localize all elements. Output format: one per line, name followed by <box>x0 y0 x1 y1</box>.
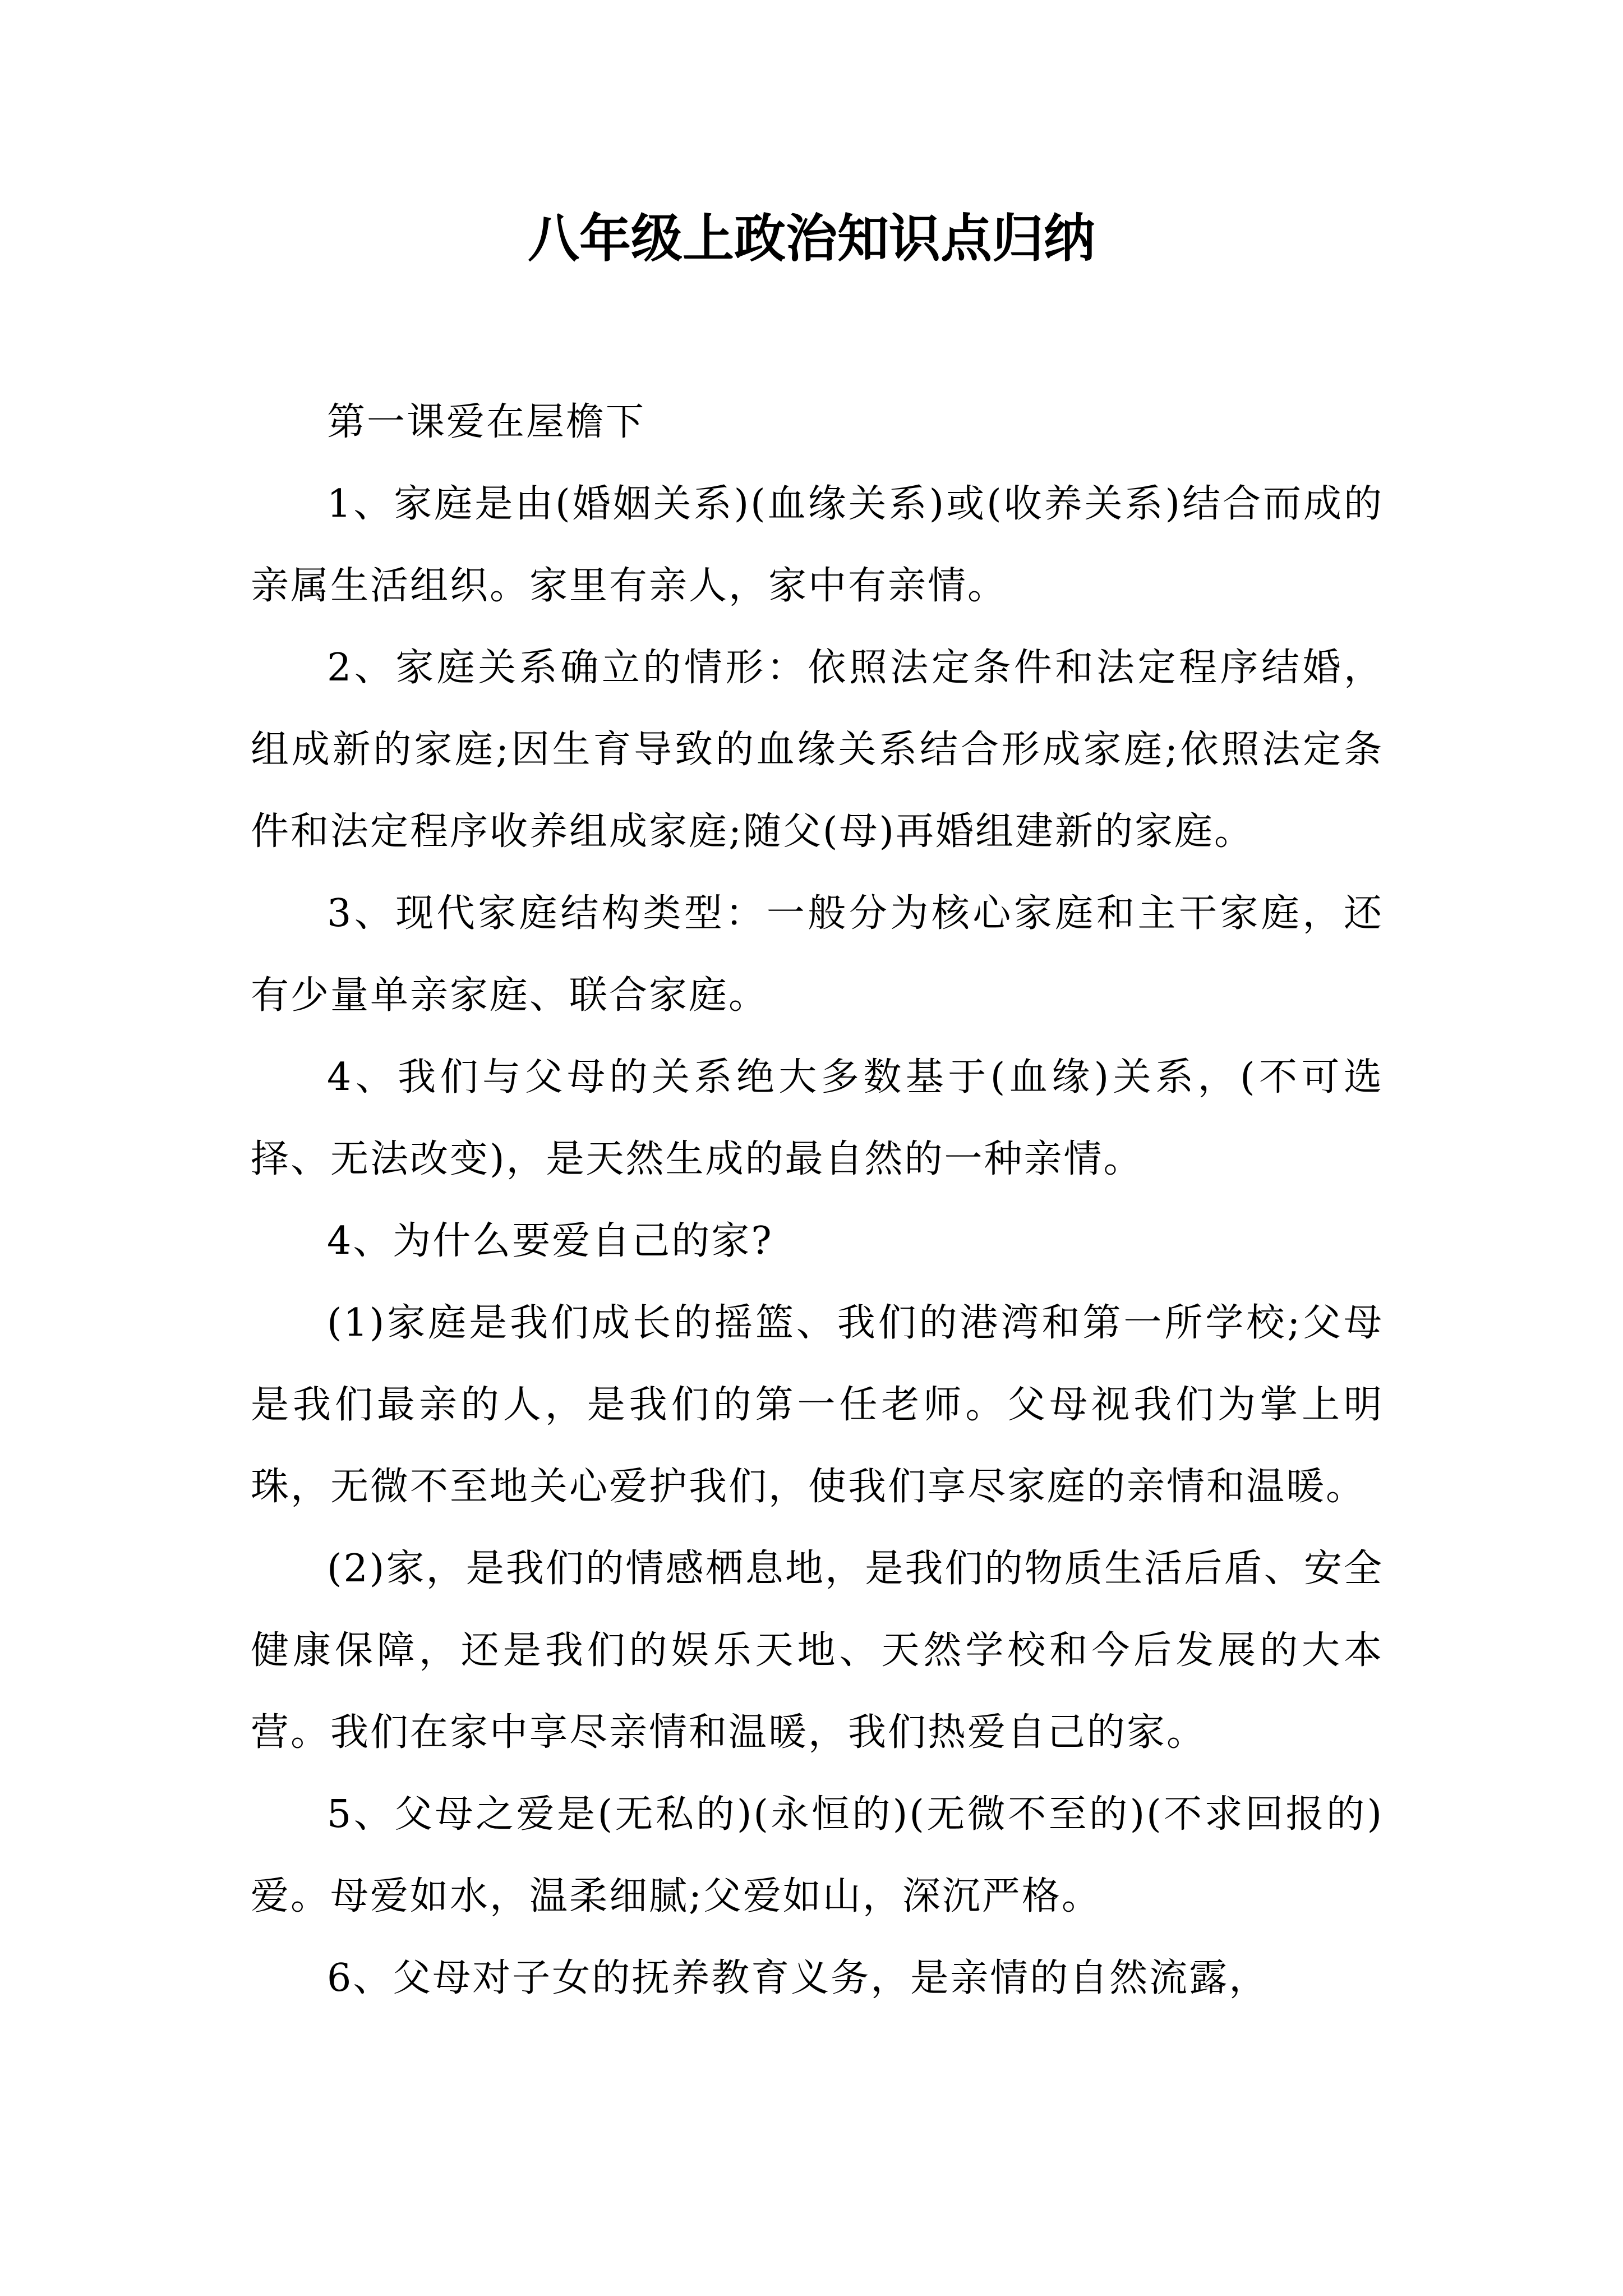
document-body <box>251 381 1384 2019</box>
paragraph: 5、父母之爱是(无私的)(永恒的)(无微不至的)(不求回报的)爱。母爱如水，温柔细腻;父爱如山，深沉严格。 <box>251 1792 1384 1918</box>
paragraph: 4、我们与父母的关系绝大多数基于(血缘)关系，(不可选择、无法改变)，是天然生成的最自然的一种亲情。 <box>251 1055 1384 1181</box>
document-title: 八年级上政治知识点归纳 <box>527 208 1095 269</box>
paragraph: 2、家庭关系确立的情形：依照法定条件和法定程序结婚，组成新的家庭;因生育导致的血缘关系结合形成家庭;依照法定条件和法定程序收养组成家庭;随父(母)再婚组建新的家庭。 <box>251 646 1384 854</box>
paragraph: 6、父母对子女的抚养教育义务，是亲情的自然流露， <box>327 1956 1269 2000</box>
paragraph: 第一课爱在屋檐下 <box>327 400 646 444</box>
paragraph: (1)家庭是我们成长的摇篮、我们的港湾和第一所学校;父母是我们最亲的人，是我们的第一任老师。父母视我们为掌上明珠，无微不至地关心爱护我们，使我们享尽家庭的亲情和温暖。 <box>251 1301 1384 1509</box>
paragraph: 4、为什么要爱自己的家? <box>327 1219 773 1263</box>
paragraph: (2)家，是我们的情感栖息地，是我们的物质生活后盾、安全健康保障，还是我们的娱乐天地、天然学校和今后发展的大本营。我们在家中享尽亲情和温暖，我们热爱自己的家。 <box>251 1547 1384 1755</box>
paragraph: 1、家庭是由(婚姻关系)(血缘关系)或(收养关系)结合而成的亲属生活组织。家里有亲人，家中有亲情。 <box>251 482 1384 608</box>
paragraph: 3、现代家庭结构类型：一般分为核心家庭和主干家庭，还有少量单亲家庭、联合家庭。 <box>251 891 1384 1018</box>
